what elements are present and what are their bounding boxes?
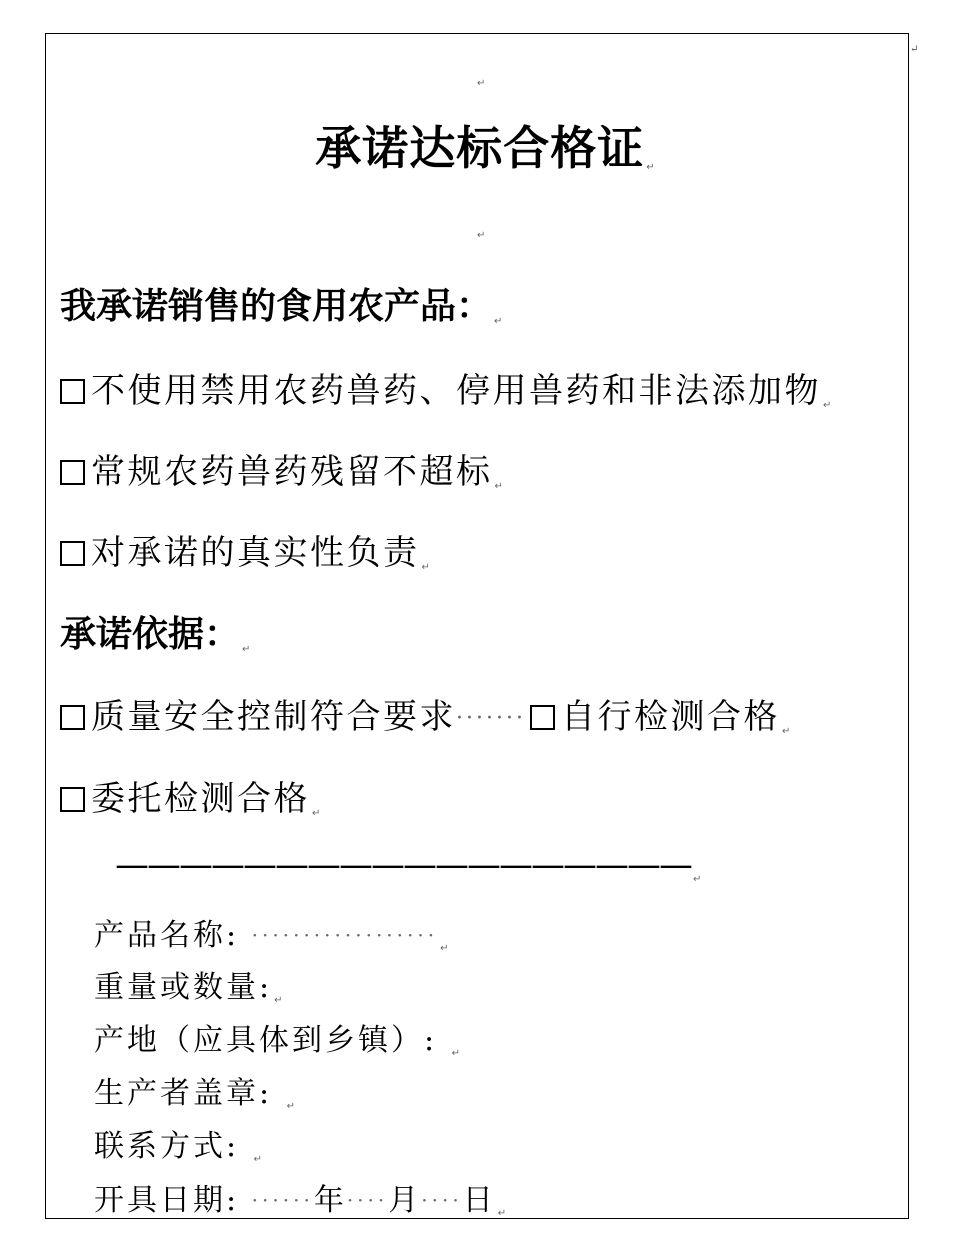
checkbox[interactable] (60, 787, 85, 812)
empty-paragraph-mark: ↵ (477, 230, 486, 241)
checkbox[interactable] (530, 705, 555, 730)
commitment-item-3 (60, 531, 432, 590)
basis-self-test-text: 自行检测合格 (560, 697, 780, 737)
paragraph-mark: ↵ (646, 162, 656, 173)
title-text: 承诺达标合格证 (315, 121, 645, 175)
commitment-heading-text: 我承诺销售的食用农产品： (60, 286, 493, 327)
paragraph-mark: ↵ (823, 400, 834, 411)
field-label: 生产者盖章: (94, 1076, 273, 1111)
paragraph-mark: ↵ (451, 1048, 464, 1059)
year-label: 年 (313, 1183, 347, 1218)
field-producer-seal (94, 1074, 298, 1127)
paragraph-mark: ↵ (242, 644, 251, 655)
empty-paragraph-mark: ↵ (477, 78, 486, 89)
field-label: 产品名称: (94, 918, 240, 953)
fill-in-dots[interactable]: ···· (421, 1188, 463, 1212)
field-weight (94, 968, 286, 1021)
checkbox[interactable] (60, 460, 85, 485)
paragraph-mark: ↵ (494, 481, 506, 492)
fill-in-dots[interactable]: ······ (251, 1188, 314, 1212)
checkbox[interactable] (60, 379, 85, 404)
fill-in-dots[interactable]: ·················· (251, 923, 439, 947)
paragraph-mark: ↵ (781, 726, 793, 737)
commitment-text: 对承诺的真实性负责 (91, 533, 420, 573)
paragraph-mark: ↵ (286, 1101, 299, 1112)
field-label: 联系方式: (94, 1129, 240, 1164)
paragraph-mark: ↵ (494, 316, 503, 327)
separator-line (115, 843, 699, 902)
month-label: 月 (388, 1183, 422, 1218)
basis-row-2 (60, 777, 323, 836)
checkbox[interactable] (60, 541, 85, 566)
commitment-item-2 (60, 450, 505, 509)
field-label: 产地（应具体到乡镇）: (94, 1023, 438, 1058)
basis-row-1 (60, 695, 793, 754)
field-label: 开具日期: (94, 1183, 240, 1218)
commitment-text: 常规农药兽药残留不超标 (91, 452, 493, 492)
certificate-title (0, 118, 971, 198)
field-origin (94, 1021, 463, 1074)
fill-in-dots[interactable]: ···· (346, 1188, 389, 1212)
paragraph-mark: ↵ (497, 1208, 510, 1219)
commitment-item-1 (60, 369, 834, 428)
paragraph-mark: ↵ (421, 562, 433, 573)
day-label: 日 (462, 1183, 496, 1218)
field-label: 重量或数量: (94, 970, 273, 1005)
field-product-name (94, 915, 451, 969)
paragraph-mark: ↵ (253, 1154, 266, 1165)
basis-heading-text: 承诺依据： (60, 614, 241, 655)
paragraph-mark: ↵ (274, 995, 286, 1006)
basis-quality-text: 质量安全控制符合要求 (91, 697, 456, 737)
field-contact (94, 1127, 265, 1180)
commitment-heading (60, 285, 502, 344)
commitment-text: 不使用禁用农药兽药、停用兽药和非法添加物 (91, 371, 821, 411)
leader-dots: ······· (456, 706, 526, 731)
paragraph-mark: ↵ (312, 808, 323, 819)
basis-entrusted-test-text: 委托检测合格 (91, 779, 310, 819)
separator-dashes: —————————————————— (115, 845, 691, 885)
checkbox[interactable] (60, 705, 85, 730)
field-issue-date (94, 1180, 509, 1234)
corner-paragraph-mark: ↵ (910, 44, 919, 55)
paragraph-mark: ↵ (693, 874, 700, 885)
paragraph-mark: ↵ (440, 943, 452, 954)
basis-heading (60, 613, 250, 672)
